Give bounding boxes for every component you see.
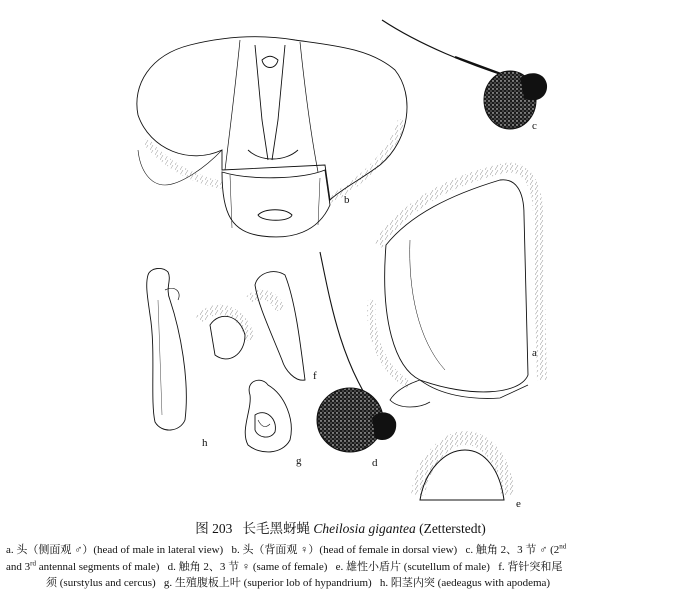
panel-label-f: f	[313, 370, 317, 382]
legend-f-end: 须 (surstylus and cercus)	[46, 577, 156, 589]
legend-c-sup-nd: nd	[559, 542, 567, 551]
legend-line-1	[6, 542, 675, 559]
drawing-g-hypandrium-lobe	[245, 380, 291, 452]
legend-c-end: antennal segments of male)	[38, 560, 160, 573]
panel-label-h: h	[202, 437, 208, 449]
legend-line-2	[6, 559, 675, 576]
drawing-h-aedeagus	[147, 268, 187, 430]
figure-legend	[0, 542, 681, 592]
panel-label-a: a	[532, 347, 537, 359]
legend-c-mid: and 3	[6, 560, 31, 573]
panel-label-b: b	[344, 194, 350, 206]
panel-label-c: c	[532, 120, 537, 132]
legend-c-sup-rd: rd	[30, 558, 36, 567]
panel-label-e: e	[516, 498, 521, 510]
figure-title	[0, 520, 681, 538]
legend-a: a. 头（侧面观 ♂）(head of male in lateral view)	[6, 544, 224, 556]
figure-caption	[0, 520, 681, 592]
drawing-f-surstylus-cercus	[200, 272, 305, 381]
legend-c-start: c. 触角 2、3 节 ♂ (2	[465, 544, 560, 556]
legend-h: h. 阳茎内突 (aedeagus with apodema)	[379, 577, 551, 589]
figure-number: 图 203	[195, 521, 233, 536]
drawing-e-scutellum	[418, 438, 508, 500]
legend-e: e. 雄性小盾片 (scutellum of male)	[335, 560, 490, 573]
figure-title-scientific: Cheilosia gigantea	[313, 521, 416, 536]
figure-title-chinese: 长毛黑蚜蝇	[242, 521, 310, 536]
panel-label-g: g	[296, 455, 302, 467]
drawing-a-head-lateral	[371, 168, 542, 407]
panel-label-d: d	[372, 457, 378, 469]
figure-title-author: (Zetterstedt)	[419, 521, 486, 536]
legend-g: g. 生殖腹板上叶 (superior lob of hypandrium)	[163, 577, 372, 589]
legend-d: d. 触角 2、3 节 ♀ (same of female)	[167, 560, 328, 573]
legend-f-start: f. 背针突和尾	[498, 560, 563, 573]
legend-line-3	[6, 575, 675, 592]
drawing-b-head-dorsal	[137, 37, 407, 237]
legend-b: b. 头（背面观 ♀）(head of female in dorsal view)	[231, 544, 458, 556]
